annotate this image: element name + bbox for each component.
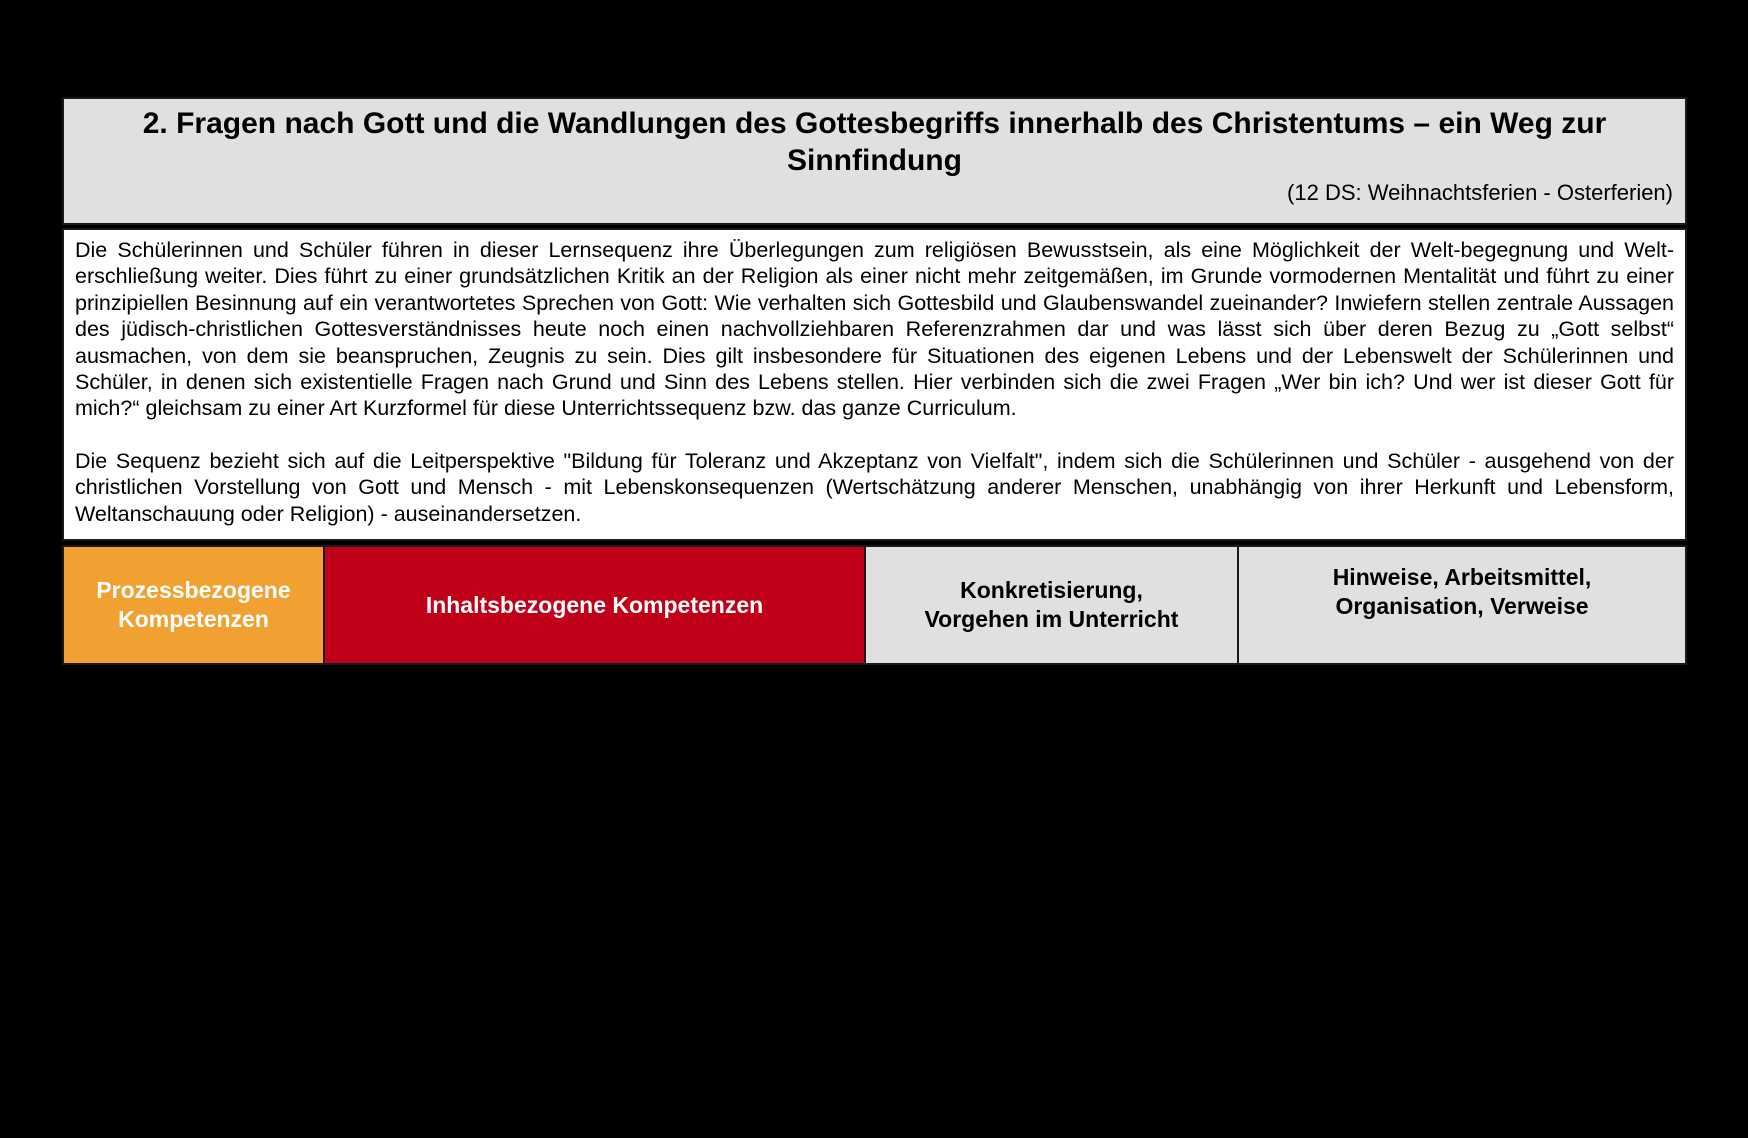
column-header-label-line: Prozessbezogene bbox=[96, 577, 291, 604]
column-header-label-line: Inhaltsbezogene Kompetenzen bbox=[425, 591, 764, 618]
column-header-inhaltsbezogene-kompetenzen bbox=[325, 547, 864, 663]
column-header-label-line: Hinweise, Arbeitsmittel, bbox=[1332, 564, 1592, 591]
intro-paragraph-1: Die Schülerinnen und Schüler führen in dieser Lernsequenz ihre Überlegungen zum religiösen Bewusstsein, als eine Möglichkeit der Welt-begegnung und Welt-erschließung weiter. Dies führt zu einer grundsätzlichen Kritik an der Religion als einer nicht mehr zeitgemäßen, im Grunde vormodernen Mentalität und führt zu einer prinzipiellen Besinnung auf ein verantwortetes Sprechen von Gott: Wie verhalten sich Gottesbild und Glaubenswandel zueinander? Inwiefern stellen zentrale Aussagen des jüdisch-christlichen Gottesverständnisses heute noch einen nachvollziehbaren Referenzrahmen dar und was lässt sich über deren Bezug zu „Gott selbst“ ausmachen, von dem sie beanspruchen, Zeugnis zu sein. Dies gilt insbesondere für Situationen des eigenen Lebens und der Lebenswelt der Schülerinnen und Schüler, in denen sich existentielle Fragen nach Grund und Sinn des Lebens stellen. Hier verbinden sich die zwei Fragen „Wer bin ich? Und wer ist dieser Gott für mich?“ gleichsam zu einer Art Kurzformel für diese Unterrichtssequenz bzw. das ganze Curriculum. bbox=[75, 238, 1674, 421]
duration-note: (12 DS: Weihnachtsferien - Osterferien) bbox=[1287, 180, 1673, 205]
curriculum-document bbox=[62, 97, 1687, 665]
column-header-label-line: Organisation, Verweise bbox=[1335, 593, 1589, 620]
intro-paragraph-2: Die Sequenz bezieht sich auf die Leitperspektive "Bildung für Toleranz und Akzeptanz von Vielfalt", indem sich die Schülerinnen und Schüler - ausgehend von der christlichen Vorstellung von Gott und Mensch - mit Lebenskonsequenzen (Wertschätzung anderer Menschen, unabhängig von ihrer Herkunft und Lebensform, Weltanschauung oder Religion) - auseinandersetzen. bbox=[75, 448, 1674, 526]
column-header-prozessbezogene-kompetenzen bbox=[64, 547, 323, 663]
column-header-label-line: Konkretisierung, bbox=[960, 577, 1143, 604]
title-bar bbox=[62, 97, 1687, 225]
column-header-label-line: Kompetenzen bbox=[118, 606, 269, 633]
page-title: 2. Fragen nach Gott und die Wandlungen des Gottesbegriffs innerhalb des Christentums – ein Weg zur Sinnfindung bbox=[142, 107, 1607, 177]
column-header-label-line: Vorgehen im Unterricht bbox=[924, 606, 1179, 633]
table-header-row bbox=[62, 545, 1687, 665]
column-header-konkretisierung-vorgehen bbox=[866, 547, 1237, 663]
column-header-hinweise-arbeitsmittel bbox=[1239, 547, 1685, 663]
intro-text-box bbox=[62, 228, 1687, 541]
